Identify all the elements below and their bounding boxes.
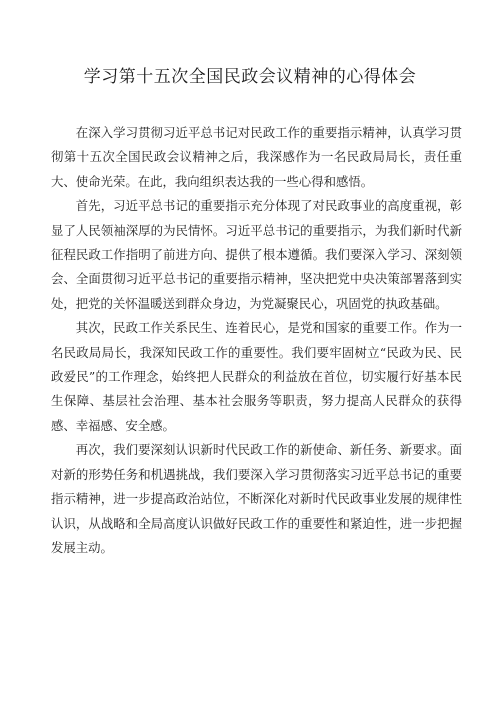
paragraph-first: 首先，习近平总书记的重要指示充分体现了对民政事业的高度重视，彰显了人民领袖深厚的为民情怀。习近平总书记的重要指示，为我们新时代新征程民政工作指明了前进方向、提供了根本遵循。我们要深入学习、深刻领会、全面贯彻习近平总书记的重要指示精神，坚决把党中央决策部署落到实处，把党的关怀温暖送到群众身边，为党凝聚民心，巩固党的执政基础。 <box>51 198 462 311</box>
document-title: 学习第十五次全国民政会议精神的心得体会 <box>83 67 417 87</box>
paragraph-third: 再次，我们要深刻认识新时代民政工作的新使命、新任务、新要求。面对新的形势任务和机遇挑战，我们要深入学习贯彻落实习近平总书记的重要指示精神，进一步提高政治站位，不断深化对新时代民政事业发展的规律性认识，从战略和全局高度认识做好民政工作的重要性和紧迫性，进一步把握发展主动。 <box>51 442 462 555</box>
paragraph-second: 其次，民政工作关系民生、连着民心，是党和国家的重要工作。作为一名民政局局长，我深知民政工作的重要性。我们要牢固树立“民政为民、民政爱民”的工作理念，始终把人民群众的利益放在首位，切实履行好基本民生保障、基层社会治理、基本社会服务等职责，努力提高人民群众的获得感、幸福感、安全感。 <box>51 320 462 433</box>
document-body <box>51 121 462 560</box>
paragraph-intro: 在深入学习贯彻习近平总书记对民政工作的重要指示精神，认真学习贯彻第十五次全国民政会议精神之后，我深感作为一名民政局局长，责任重大、使命光荣。在此，我向组织表达我的一些心得和感悟。 <box>51 125 462 189</box>
